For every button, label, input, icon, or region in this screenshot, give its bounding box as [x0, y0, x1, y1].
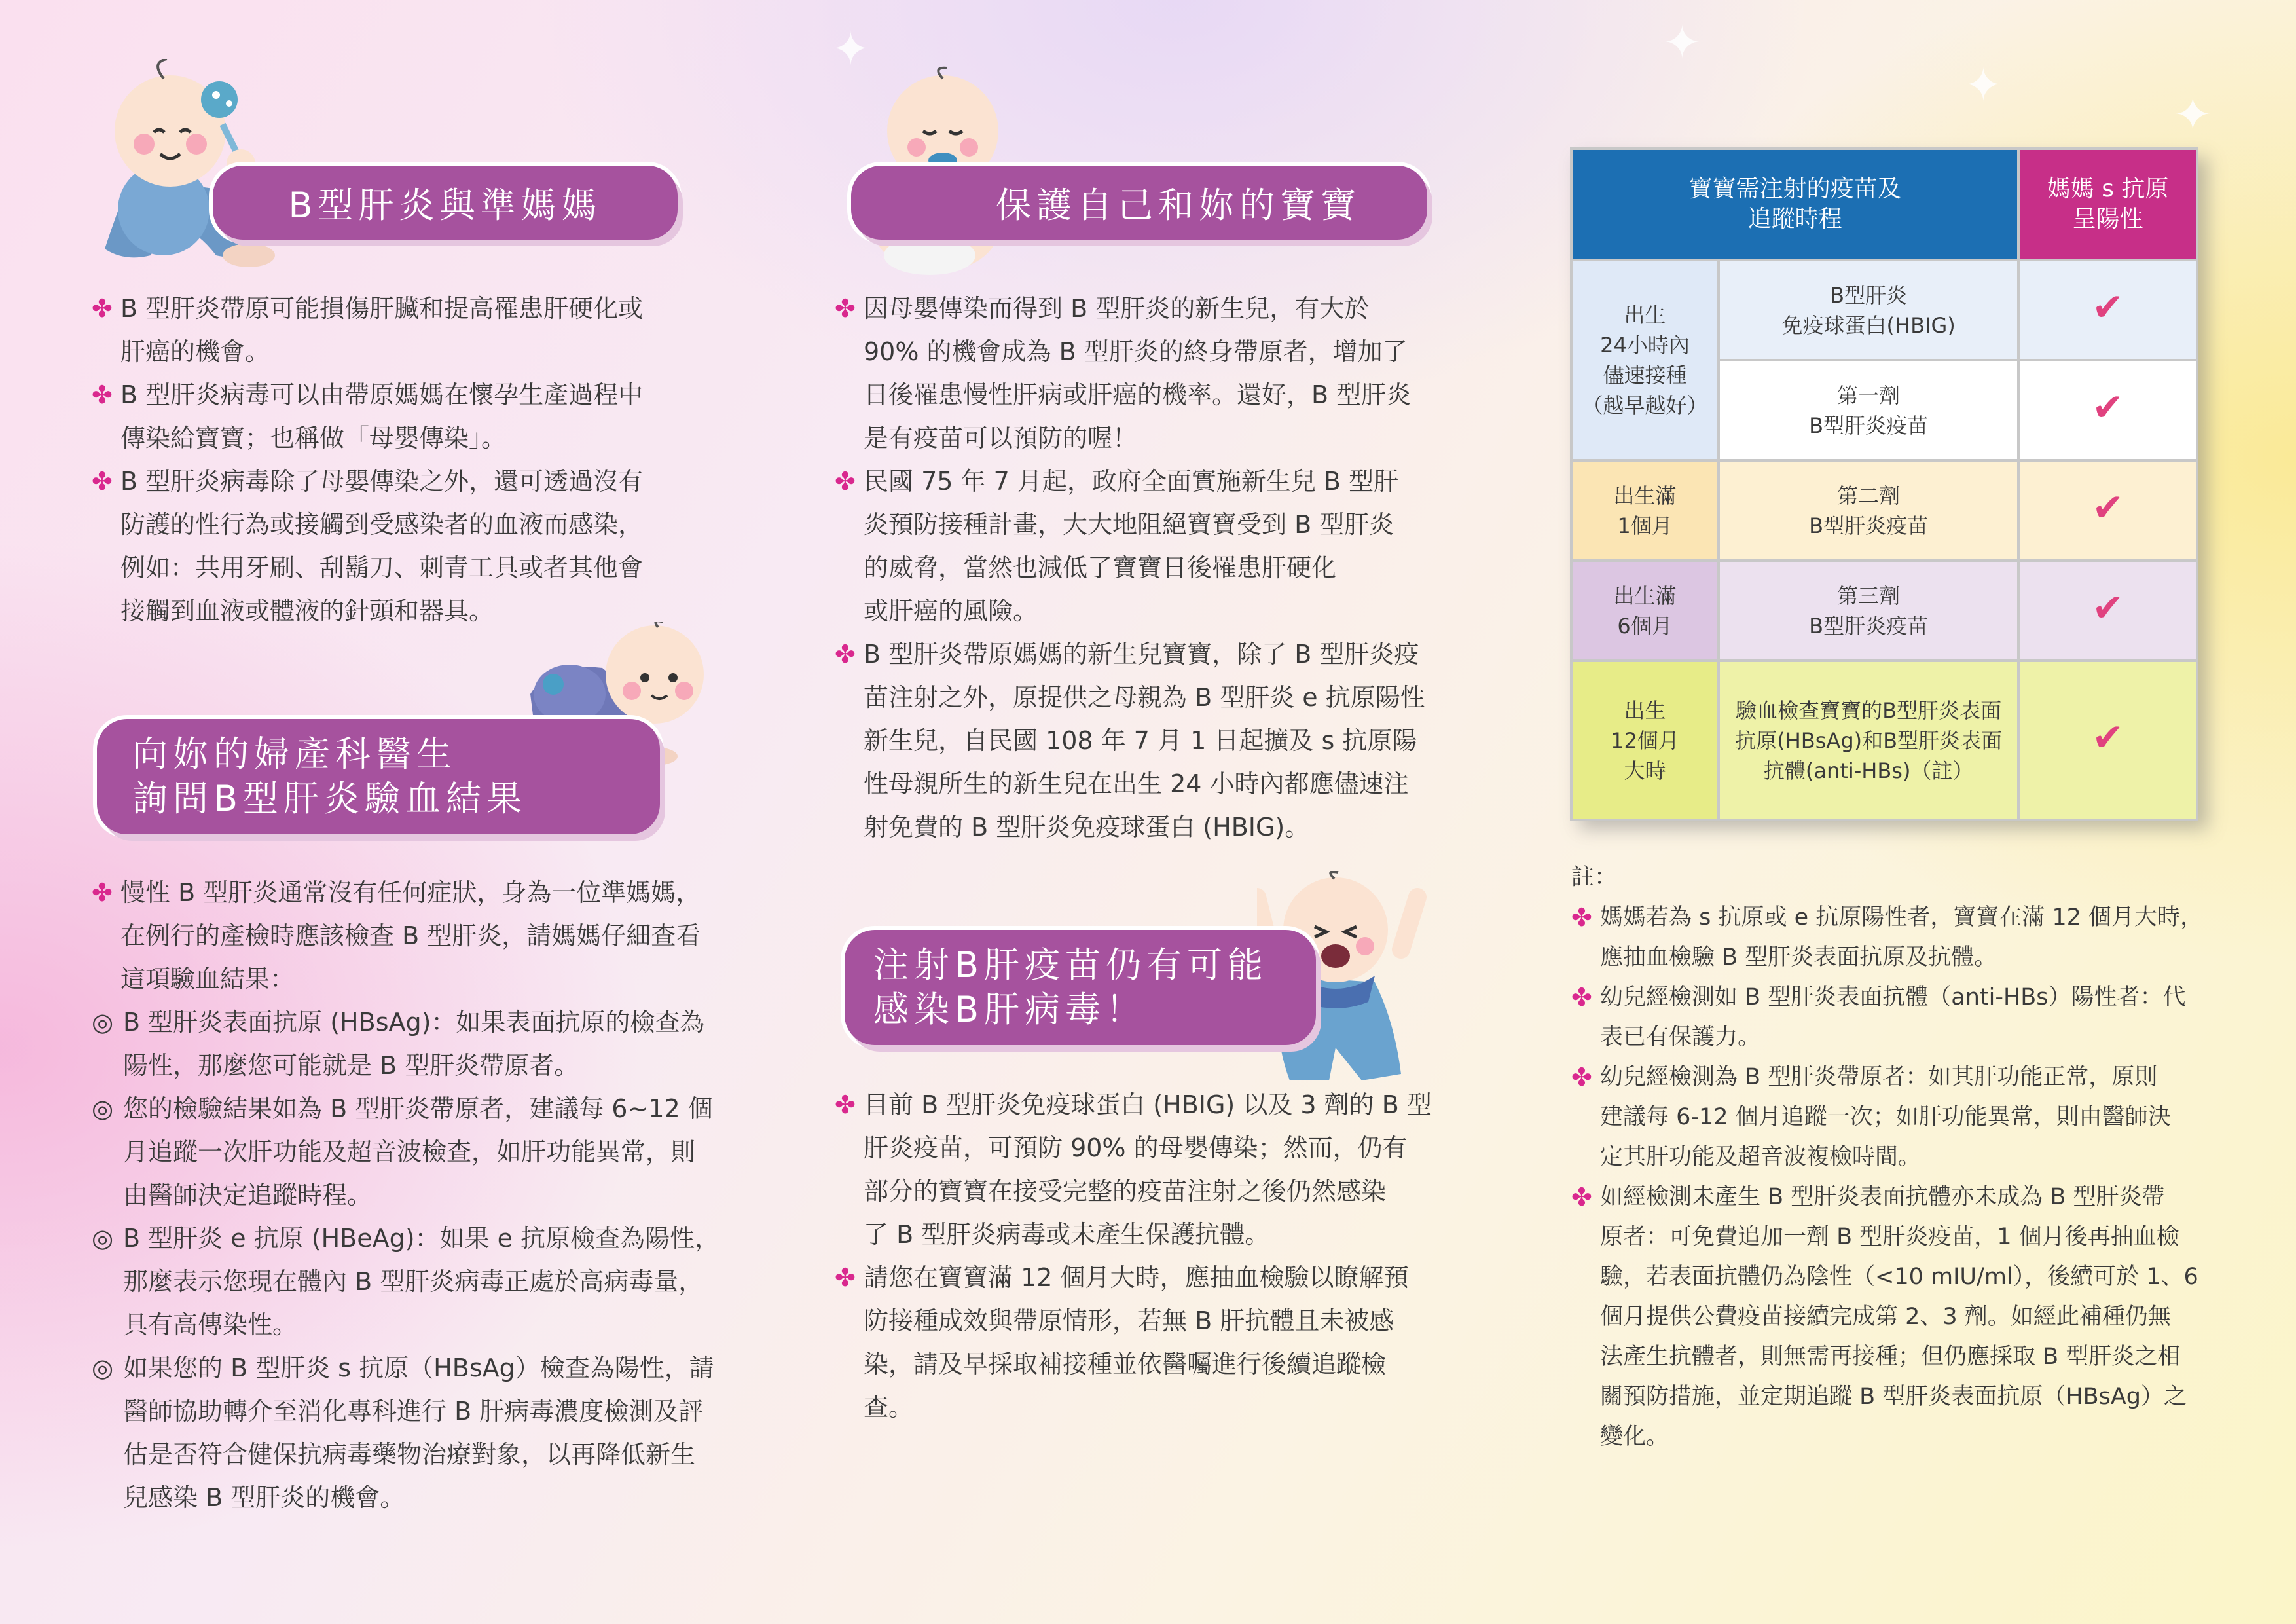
section1-content	[92, 287, 779, 633]
vaccine-schedule-table	[1570, 147, 2198, 819]
sparkle-decoration: ✦	[1663, 16, 1702, 69]
table-cell-time: 出生 24小時內 儘速接種 （越早越好）	[1571, 260, 1719, 460]
table-row	[1571, 260, 2197, 360]
section2-title-line1: 向妳的婦產科醫生	[132, 733, 457, 775]
sparkle-decoration: ✦	[1964, 58, 2003, 112]
table-cell-check	[2018, 260, 2197, 360]
section4-item: ✤ 請您在寶寶滿 12 個月大時，應抽血檢驗以瞭解預 防接種成效與帶原情形，若無 B 肝抗體且未被感 染，請及早採取補接種並依醫囑進行後續追蹤檢 查。	[835, 1256, 1489, 1429]
circle-bullet-icon: ◎	[92, 1008, 114, 1037]
table-cell-check	[2018, 360, 2197, 460]
section2-intro: ✤ 慢性 B 型肝炎通常沒有任何症狀，身為一位準媽媽， 在例行的產檢時應該檢查 B 型肝炎，請媽媽仔細查看 這項驗血結果：	[92, 871, 779, 1001]
table-notes	[1571, 858, 2213, 1457]
bullet-icon: ✤	[1571, 903, 1592, 932]
section4-title-line1: 注射B肝疫苗仍有可能	[873, 944, 1269, 986]
check-icon: ✔	[2092, 485, 2124, 530]
section1-item: ✤ B 型肝炎病毒除了母嬰傳染之外，還可透過沒有 防護的性行為或接觸到受感染者的血液而感染， 例如：共用牙刷、刮鬍刀、刺青工具或者其他會 接觸到血液或體液的針頭和器具。	[92, 460, 779, 633]
section4-content	[835, 1083, 1489, 1429]
circle-bullet-icon: ◎	[92, 1224, 114, 1253]
circle-bullet-icon: ◎	[92, 1354, 114, 1382]
notes-label: 註：	[1571, 864, 1618, 891]
bullet-icon: ✤	[92, 467, 113, 496]
bullet-icon: ✤	[1571, 983, 1592, 1012]
sparkle-decoration: ✦	[2174, 88, 2212, 141]
bullet-icon: ✤	[835, 294, 856, 323]
table-row	[1571, 561, 2197, 661]
section4-item: ✤ 目前 B 型肝炎免疫球蛋白 (HBIG) 以及 3 劑的 B 型 肝炎疫苗，可預防 90% 的母嬰傳染；然而，仍有 部分的寶寶在接受完整的疫苗注射之後仍然感染 了 B 型肝炎病毒或未產生保護抗體。	[835, 1083, 1489, 1256]
bullet-icon: ✤	[1571, 1063, 1592, 1092]
check-icon: ✔	[2092, 385, 2124, 430]
section1-item: ✤ B 型肝炎帶原可能損傷肝臟和提高罹患肝硬化或 肝癌的機會。	[92, 287, 779, 373]
table-header-mother-positive: 媽媽 s 抗原 呈陽性	[2018, 149, 2197, 260]
section2-circle-item: ◎ B 型肝炎表面抗原 (HBsAg)：如果表面抗原的檢查為 陽性，那麼您可能就是 B 型肝炎帶原者。	[92, 1001, 779, 1087]
table-cell-time: 出生 12個月 大時	[1571, 661, 1719, 820]
section3-title-banner	[851, 166, 1427, 240]
check-icon: ✔	[2092, 585, 2124, 630]
table-row	[1571, 661, 2197, 820]
section2-circle-item: ◎ 如果您的 B 型肝炎 s 抗原（HBsAg）檢查為陽性，請 醫師協助轉介至消化專科進行 B 肝病毒濃度檢測及評 估是否符合健保抗病毒藥物治療對象，以再降低新生 兒感染 B 型肝炎的機會。	[92, 1346, 779, 1519]
section2-title-line2: 詢問B型肝炎驗血結果	[132, 778, 528, 819]
section1-item: ✤ B 型肝炎病毒可以由帶原媽媽在懷孕生產過程中 傳染給寶寶；也稱做「母嬰傳染」。	[92, 373, 779, 460]
bullet-icon: ✤	[835, 1263, 856, 1292]
bullet-icon: ✤	[1571, 1183, 1592, 1211]
table-cell-vaccine: B型肝炎 免疫球蛋白(HBIG)	[1719, 260, 2018, 360]
table-header-row	[1571, 149, 2197, 260]
section1-title-banner	[213, 166, 678, 240]
table-cell-vaccine: 驗血檢查寶寶的B型肝炎表面 抗原(HBsAg)和B型肝炎表面 抗體(anti-HBs)（註）	[1719, 661, 2018, 820]
bullet-icon: ✤	[92, 380, 113, 409]
table-cell-check	[2018, 661, 2197, 820]
note-item: ✤ 幼兒經檢測如 B 型肝炎表面抗體（anti-HBs）陽性者：代 表已有保護力。	[1571, 978, 2213, 1058]
bullet-icon: ✤	[92, 294, 113, 323]
table-cell-vaccine: 第二劑 B型肝炎疫苗	[1719, 460, 2018, 561]
section3-item: ✤ 因母嬰傳染而得到 B 型肝炎的新生兒，有大於 90% 的機會成為 B 型肝炎的終身帶原者，增加了 日後罹患慢性肝病或肝癌的機率。還好，B 型肝炎 是有疫苗可以預防的喔！	[835, 287, 1489, 460]
section1-title: B型肝炎與準媽媽	[288, 185, 602, 226]
section2-content	[92, 871, 779, 1519]
table-cell-vaccine: 第三劑 B型肝炎疫苗	[1719, 561, 2018, 661]
note-item: ✤ 幼兒經檢測為 B 型肝炎帶原者：如其肝功能正常，原則 建議每 6-12 個月追蹤一次；如肝功能異常，則由醫師決 定其肝功能及超音波複檢時間。	[1571, 1058, 2213, 1177]
section3-title: 保護自己和妳的寶寶	[996, 185, 1361, 226]
bullet-icon: ✤	[92, 878, 113, 907]
bullet-icon: ✤	[835, 640, 856, 669]
table-cell-time: 出生滿 6個月	[1571, 561, 1719, 661]
check-icon: ✔	[2092, 285, 2124, 329]
note-item: ✤ 媽媽若為 s 抗原或 e 抗原陽性者，寶寶在滿 12 個月大時， 應抽血檢驗 B 型肝炎表面抗原及抗體。	[1571, 898, 2213, 978]
sparkle-decoration: ✦	[831, 22, 870, 76]
section3-item: ✤ 民國 75 年 7 月起，政府全面實施新生兒 B 型肝 炎預防接種計畫，大大地阻絕寶寶受到 B 型肝炎 的威脅，當然也減低了寶寶日後罹患肝硬化 或肝癌的風險。	[835, 460, 1489, 633]
table-row	[1571, 460, 2197, 561]
circle-bullet-icon: ◎	[92, 1094, 114, 1123]
table-header-schedule: 寶寶需注射的疫苗及 追蹤時程	[1571, 149, 2018, 260]
section3-item: ✤ B 型肝炎帶原媽媽的新生兒寶寶，除了 B 型肝炎疫 苗注射之外，原提供之母親為 B 型肝炎 e 抗原陽性 新生兒，自民國 108 年 7 月 1 日起擴及 s 抗原陽 性母親所生的新生兒在出生 24 小時內都應儘速注 射免費的 B 型肝炎免疫球蛋白 (HBIG)。	[835, 633, 1489, 849]
section2-circle-item: ◎ B 型肝炎 e 抗原 (HBeAg)：如果 e 抗原檢查為陽性， 那麼表示您現在體內 B 型肝炎病毒正處於高病毒量， 具有高傳染性。	[92, 1217, 779, 1346]
section2-circle-item: ◎ 您的檢驗結果如為 B 型肝炎帶原者，建議每 6~12 個 月追蹤一次肝功能及超音波檢查，如肝功能異常，則 由醫師決定追蹤時程。	[92, 1087, 779, 1217]
bullet-icon: ✤	[835, 467, 856, 496]
table-cell-vaccine: 第一劑 B型肝炎疫苗	[1719, 360, 2018, 460]
note-item: ✤ 如經檢測未產生 B 型肝炎表面抗體亦未成為 B 型肝炎帶 原者：可免費追加一劑 B 型肝炎疫苗，1 個月後再抽血檢 驗，若表面抗體仍為陰性（<10 mIU/ml），後續可於 1、6 個月提供公費疫苗接續完成第 2、3 劑。如經此補種仍無 法產生抗體者，則無需再接種；但仍應採取 B 型肝炎之相 關預防措施，並定期追蹤 B 型肝炎表面抗原（HBsAg）之 變化。	[1571, 1177, 2213, 1457]
table-cell-check	[2018, 561, 2197, 661]
table-cell-time: 出生滿 1個月	[1571, 460, 1719, 561]
section2-title-banner	[97, 719, 660, 834]
section4-title-line2: 感染B肝病毒！	[873, 989, 1147, 1030]
section3-content	[835, 287, 1489, 849]
section4-title-banner	[845, 930, 1316, 1045]
table-cell-check	[2018, 460, 2197, 561]
check-icon: ✔	[2092, 715, 2124, 760]
bullet-icon: ✤	[835, 1090, 856, 1119]
